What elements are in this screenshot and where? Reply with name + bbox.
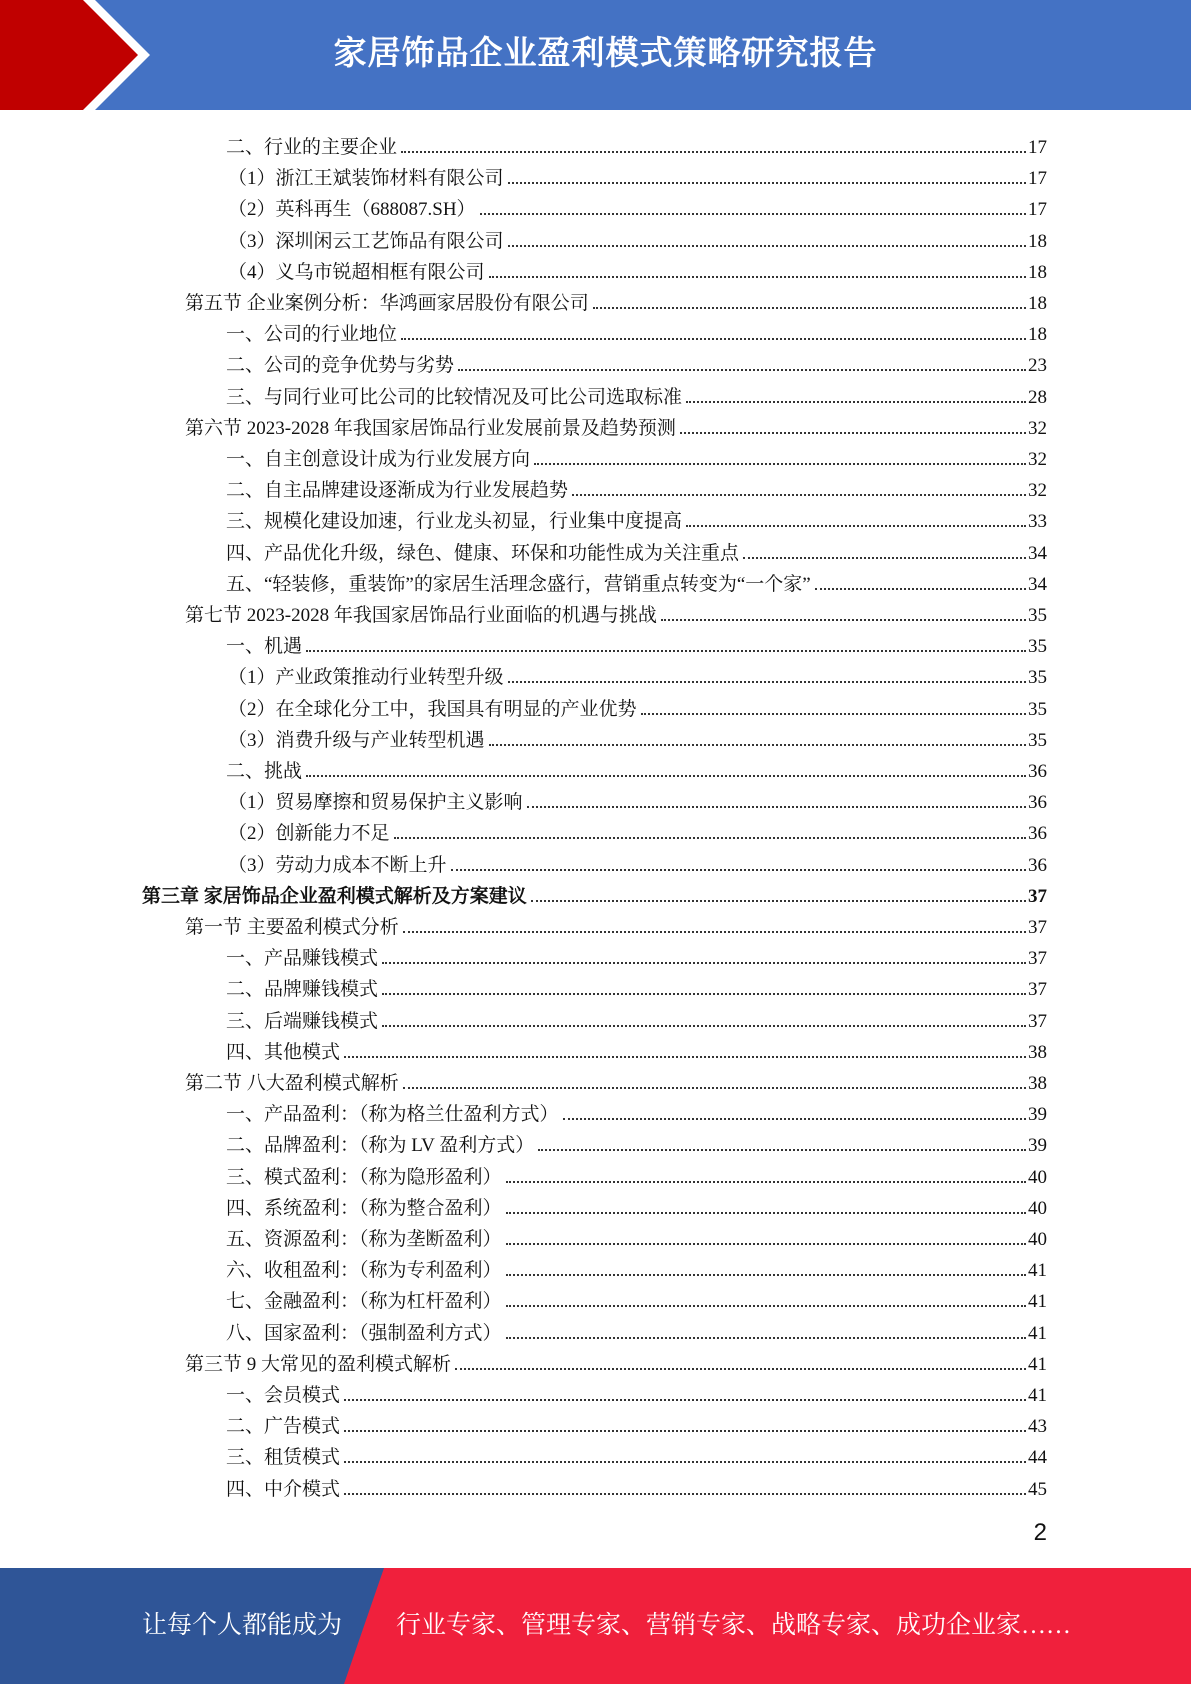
toc-entry-label: （2）在全球化分工中，我国具有明显的产业优势 bbox=[228, 698, 637, 720]
toc-dot-leader bbox=[506, 1180, 1026, 1183]
toc-entry[interactable] bbox=[226, 128, 1047, 159]
toc-entry[interactable] bbox=[226, 1376, 1047, 1407]
toc-entry-label: （2）创新能力不足 bbox=[228, 823, 390, 845]
toc-entry-page: 23 bbox=[1028, 355, 1047, 377]
toc-entry-page: 36 bbox=[1028, 823, 1047, 845]
toc-entry[interactable] bbox=[228, 721, 1047, 752]
toc-dot-leader bbox=[508, 680, 1026, 683]
toc-entry-label: 二、品牌盈利：（称为 LV 盈利方式） bbox=[226, 1135, 535, 1157]
toc-entry[interactable] bbox=[226, 315, 1047, 346]
toc-entry[interactable] bbox=[185, 908, 1047, 939]
toc-dot-leader bbox=[508, 244, 1026, 247]
toc-entry-page: 36 bbox=[1028, 792, 1047, 814]
toc-dot-leader bbox=[394, 836, 1026, 839]
toc-entry-page: 28 bbox=[1028, 386, 1047, 408]
toc-entry-label: 三、模式盈利：（称为隐形盈利） bbox=[226, 1166, 502, 1188]
toc-entry-page: 18 bbox=[1028, 293, 1047, 314]
toc-entry[interactable] bbox=[185, 596, 1047, 627]
toc-entry-page: 41 bbox=[1028, 1260, 1047, 1282]
toc-entry-page: 41 bbox=[1028, 1353, 1047, 1375]
toc-dot-leader bbox=[458, 368, 1026, 371]
toc-dot-leader bbox=[506, 1242, 1026, 1245]
toc-entry-page: 37 bbox=[1028, 885, 1047, 907]
toc-entry[interactable] bbox=[226, 1126, 1047, 1157]
toc-dot-leader bbox=[506, 1336, 1026, 1339]
page-header bbox=[0, 0, 1191, 110]
toc-entry-label: 二、行业的主要企业 bbox=[226, 137, 398, 158]
toc-dot-leader bbox=[641, 712, 1026, 715]
toc-entry-page: 18 bbox=[1028, 261, 1047, 283]
toc-entry-label: 四、产品优化升级，绿色、健康、环保和功能性成为关注重点 bbox=[226, 542, 740, 564]
toc-dot-leader bbox=[382, 961, 1026, 964]
toc-entry[interactable] bbox=[228, 159, 1047, 190]
toc-entry[interactable] bbox=[228, 253, 1047, 284]
toc-dot-leader bbox=[382, 1024, 1026, 1027]
toc-entry-label: （1）贸易摩擦和贸易保护主义影响 bbox=[228, 792, 523, 814]
toc-entry-page: 39 bbox=[1028, 1135, 1047, 1157]
toc-entry-page: 40 bbox=[1028, 1166, 1047, 1188]
toc-entry[interactable] bbox=[226, 346, 1047, 377]
toc-entry-page: 38 bbox=[1028, 1073, 1047, 1094]
toc-entry[interactable] bbox=[226, 1189, 1047, 1220]
toc-entry[interactable] bbox=[226, 1158, 1047, 1189]
toc-dot-leader bbox=[306, 774, 1026, 777]
toc-entry[interactable] bbox=[226, 1002, 1047, 1033]
toc-entry-label: 八、国家盈利：（强制盈利方式） bbox=[226, 1322, 502, 1344]
toc-entry[interactable] bbox=[228, 846, 1047, 877]
toc-entry[interactable] bbox=[226, 1033, 1047, 1064]
toc-entry-page: 37 bbox=[1028, 1010, 1047, 1032]
toc-dot-leader bbox=[593, 306, 1026, 309]
toc-entry[interactable] bbox=[185, 1064, 1047, 1095]
toc-dot-leader bbox=[506, 1304, 1026, 1307]
toc-entry-page: 37 bbox=[1028, 948, 1047, 970]
toc-entry-label: 一、公司的行业地位 bbox=[226, 324, 398, 346]
toc-dot-leader bbox=[508, 181, 1026, 184]
toc-entry-label: （3）消费升级与产业转型机遇 bbox=[228, 729, 485, 751]
toc-dot-leader bbox=[489, 743, 1026, 746]
toc-entry[interactable] bbox=[185, 1345, 1047, 1376]
toc-entry-label: 三、租赁模式 bbox=[226, 1447, 341, 1469]
toc-dot-leader bbox=[572, 493, 1026, 496]
toc-entry-label: 四、系统盈利：（称为整合盈利） bbox=[226, 1197, 502, 1219]
toc-dot-leader bbox=[344, 1398, 1026, 1401]
toc-entry[interactable] bbox=[226, 1282, 1047, 1313]
toc-entry-page: 17 bbox=[1028, 137, 1047, 158]
toc-entry[interactable] bbox=[226, 1095, 1047, 1126]
toc-dot-leader bbox=[506, 1273, 1026, 1276]
footer-slogan-left: 让每个人都能成为 bbox=[142, 1612, 343, 1639]
toc-entry[interactable] bbox=[226, 440, 1047, 471]
toc-entry[interactable] bbox=[226, 502, 1047, 533]
toc-dot-leader bbox=[451, 868, 1026, 871]
toc-entry[interactable] bbox=[226, 1438, 1047, 1469]
toc-entry-label: （1）产业政策推动行业转型升级 bbox=[228, 667, 504, 689]
toc-entry-label: 一、产品盈利：（称为格兰仕盈利方式） bbox=[226, 1104, 559, 1126]
toc-entry-page: 35 bbox=[1028, 729, 1047, 751]
toc-dot-leader bbox=[506, 1211, 1026, 1214]
toc-dot-leader bbox=[563, 1117, 1026, 1120]
toc-dot-leader bbox=[455, 1367, 1026, 1370]
page-footer bbox=[0, 1568, 1191, 1684]
toc-entry-label: 第七节 2023-2028 年我国家居饰品行业面临的机遇与挑战 bbox=[185, 605, 657, 626]
toc-entry-label: 第三节 9 大常见的盈利模式解析 bbox=[185, 1353, 452, 1375]
toc-entry[interactable] bbox=[226, 1251, 1047, 1282]
toc-dot-leader bbox=[403, 930, 1026, 933]
toc-entry-label: （4）义乌市锐超相框有限公司 bbox=[228, 261, 485, 283]
toc-entry-label: 二、广告模式 bbox=[226, 1416, 341, 1438]
toc-dot-leader bbox=[489, 275, 1026, 278]
toc-entry-page: 34 bbox=[1028, 542, 1047, 564]
toc-entry[interactable] bbox=[226, 471, 1047, 502]
toc-entry-page: 40 bbox=[1028, 1229, 1047, 1250]
toc-entry[interactable] bbox=[142, 877, 1047, 908]
toc-entry-label: 二、公司的竞争优势与劣势 bbox=[226, 355, 455, 377]
toc-entry-page: 35 bbox=[1028, 698, 1047, 720]
toc-entry-page: 35 bbox=[1028, 636, 1047, 658]
toc-entry-label: 二、自主品牌建设逐渐成为行业发展趋势 bbox=[226, 480, 569, 502]
toc-dot-leader bbox=[661, 618, 1026, 621]
toc-entry-label: 一、会员模式 bbox=[226, 1385, 341, 1406]
toc-dot-leader bbox=[344, 1460, 1026, 1463]
toc-entry[interactable] bbox=[185, 284, 1047, 315]
toc-entry-label: 三、规模化建设加速，行业龙头初显，行业集中度提高 bbox=[226, 511, 683, 533]
toc-entry[interactable] bbox=[226, 534, 1047, 565]
toc-entry[interactable] bbox=[228, 690, 1047, 721]
toc-entry[interactable] bbox=[226, 752, 1047, 783]
toc-entry[interactable] bbox=[185, 409, 1047, 440]
toc-entry-label: 第三章 家居饰品企业盈利模式解析及方案建议 bbox=[142, 885, 527, 907]
toc-entry[interactable] bbox=[226, 1220, 1047, 1251]
toc-entry-label: 第二节 八大盈利模式解析 bbox=[185, 1073, 399, 1094]
toc-entry-label: 二、挑战 bbox=[226, 761, 303, 782]
toc-entry-label: （3）劳动力成本不断上升 bbox=[228, 854, 447, 876]
toc-entry-page: 37 bbox=[1028, 979, 1047, 1001]
toc-entry-label: 第五节 企业案例分析：华鸿画家居股份有限公司 bbox=[185, 293, 589, 314]
toc-entry-label: 第一节 主要盈利模式分析 bbox=[185, 917, 399, 938]
toc-entry-page: 43 bbox=[1028, 1416, 1047, 1438]
toc-entry-label: 一、自主创意设计成为行业发展方向 bbox=[226, 449, 531, 470]
toc-entry-page: 41 bbox=[1028, 1322, 1047, 1344]
toc-entry-page: 33 bbox=[1028, 511, 1047, 533]
toc-entry-page: 34 bbox=[1028, 573, 1047, 595]
toc-entry-page: 37 bbox=[1028, 917, 1047, 938]
toc-entry[interactable] bbox=[226, 1470, 1047, 1501]
toc-entry-label: 一、产品赚钱模式 bbox=[226, 948, 379, 970]
toc-entry[interactable] bbox=[226, 1314, 1047, 1345]
toc-entry-label: 四、中介模式 bbox=[226, 1478, 341, 1500]
toc-dot-leader bbox=[686, 524, 1026, 527]
toc-entry[interactable] bbox=[226, 565, 1047, 596]
toc-entry[interactable] bbox=[226, 939, 1047, 970]
toc-entry-page: 32 bbox=[1028, 480, 1047, 502]
toc-dot-leader bbox=[531, 899, 1026, 902]
toc-dot-leader bbox=[401, 150, 1026, 153]
toc-dot-leader bbox=[680, 431, 1026, 434]
toc-dot-leader bbox=[403, 1086, 1026, 1089]
toc-dot-leader bbox=[815, 587, 1026, 590]
toc-entry[interactable] bbox=[228, 222, 1047, 253]
toc-entry-label: （2）英科再生（688087.SH） bbox=[228, 199, 476, 221]
toc-entry-page: 41 bbox=[1028, 1385, 1047, 1406]
toc-dot-leader bbox=[538, 1148, 1026, 1151]
toc-entry-label: 五、“轻装修，重装饰”的家居生活理念盛行，营销重点转变为“一个家” bbox=[226, 573, 811, 595]
toc-dot-leader bbox=[401, 337, 1026, 340]
toc-entry-page: 32 bbox=[1028, 449, 1047, 470]
document-title: 家居饰品企业盈利模式策略研究报告 bbox=[333, 33, 878, 72]
toc-entry-page: 35 bbox=[1028, 605, 1047, 626]
toc-entry[interactable] bbox=[228, 783, 1047, 814]
toc-entry[interactable] bbox=[228, 658, 1047, 689]
toc-entry-label: （1）浙江王斌装饰材料有限公司 bbox=[228, 168, 504, 190]
toc-entry-label: 七、金融盈利：（称为杠杆盈利） bbox=[226, 1291, 502, 1313]
toc-entry-label: 三、与同行业可比公司的比较情况及可比公司选取标准 bbox=[226, 386, 683, 408]
toc-entry-page: 36 bbox=[1028, 854, 1047, 876]
footer-slogan-right: 行业专家、管理专家、营销专家、战略专家、成功企业家…… bbox=[396, 1612, 1072, 1639]
toc-entry-page: 45 bbox=[1028, 1478, 1047, 1500]
toc-entry[interactable] bbox=[226, 1407, 1047, 1438]
toc-entry-page: 40 bbox=[1028, 1197, 1047, 1219]
toc-entry[interactable] bbox=[226, 378, 1047, 409]
toc-entry-label: 一、机遇 bbox=[226, 636, 303, 658]
toc-dot-leader bbox=[480, 212, 1026, 215]
toc-entry-label: 三、后端赚钱模式 bbox=[226, 1010, 379, 1032]
toc-dot-leader bbox=[344, 1492, 1026, 1495]
toc-dot-leader bbox=[686, 400, 1026, 403]
toc-entry-page: 17 bbox=[1028, 168, 1047, 190]
toc-entry-label: 五、资源盈利：（称为垄断盈利） bbox=[226, 1229, 502, 1250]
toc-entry-page: 35 bbox=[1028, 667, 1047, 689]
toc-entry-page: 36 bbox=[1028, 761, 1047, 782]
toc-entry-label: 六、收租盈利：（称为专利盈利） bbox=[226, 1260, 502, 1282]
toc-entry-page: 32 bbox=[1028, 417, 1047, 439]
toc-dot-leader bbox=[382, 992, 1026, 995]
toc-dot-leader bbox=[344, 1055, 1026, 1058]
toc-dot-leader bbox=[534, 462, 1026, 465]
toc-entry-label: 二、品牌赚钱模式 bbox=[226, 979, 379, 1001]
toc-entry-page: 17 bbox=[1028, 199, 1047, 221]
toc-entry[interactable] bbox=[226, 627, 1047, 658]
toc-entry-page: 18 bbox=[1028, 230, 1047, 252]
toc-dot-leader bbox=[743, 556, 1026, 559]
toc-entry-page: 38 bbox=[1028, 1041, 1047, 1063]
toc-entry-page: 39 bbox=[1028, 1104, 1047, 1126]
toc-dot-leader bbox=[344, 1429, 1026, 1432]
toc-entry-page: 41 bbox=[1028, 1291, 1047, 1313]
toc-entry-label: 四、其他模式 bbox=[226, 1041, 341, 1063]
toc-entry-page: 18 bbox=[1028, 324, 1047, 346]
toc-entry-page: 44 bbox=[1028, 1447, 1047, 1469]
toc-entry-label: 第六节 2023-2028 年我国家居饰品行业发展前景及趋势预测 bbox=[185, 417, 676, 439]
toc-dot-leader bbox=[306, 649, 1026, 652]
toc-entry[interactable] bbox=[228, 814, 1047, 845]
toc-entry[interactable] bbox=[228, 190, 1047, 221]
toc-entry-label: （3）深圳闲云工艺饰品有限公司 bbox=[228, 230, 504, 252]
toc-entry[interactable] bbox=[226, 970, 1047, 1001]
page-number: 2 bbox=[1033, 1519, 1047, 1546]
toc-dot-leader bbox=[527, 805, 1026, 808]
